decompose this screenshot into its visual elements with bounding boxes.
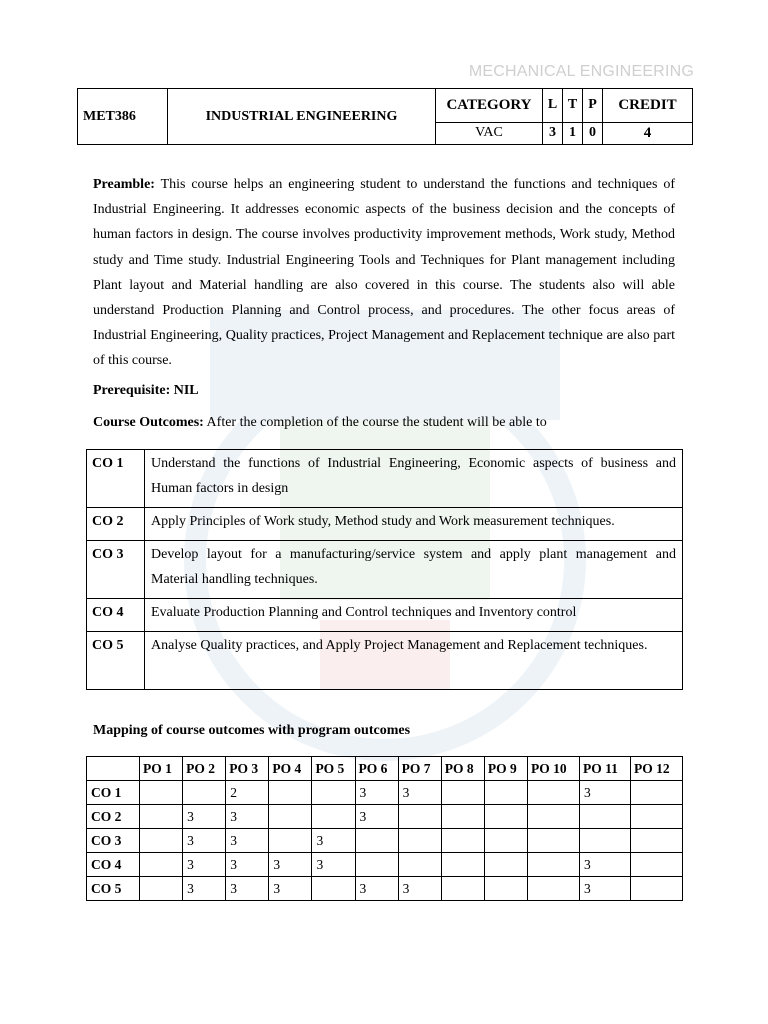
course-outcomes-intro — [93, 415, 675, 431]
l-value: 3 — [543, 122, 563, 144]
mapping-cell: 3 — [226, 853, 269, 877]
preamble-text: This course helps an engineering student to understand the functions and techniques of Industrial Engineering. It addresses economic aspects of the business decision and the concepts of human factors in design. The course involves productivity improvement methods, Work study, Method study and Time study. Industrial Engineering Tools and Techniques for Plant management including Plant layout and Material handling are also covered in this course. The students also will able understand Production Planning and Control process, and procedures. The other focus areas of Industrial Engineering, Quality practices, Project Management and Replacement technique are also part of this course. — [93, 177, 675, 369]
mapping-cell — [527, 877, 579, 901]
po-header: PO 1 — [140, 757, 183, 781]
p-value: 0 — [583, 122, 603, 144]
po-header: PO 11 — [579, 757, 630, 781]
mapping-cell: 3 — [183, 853, 226, 877]
mapping-cell — [398, 853, 441, 877]
mapping-co-label: CO 4 — [87, 853, 140, 877]
mapping-cell — [630, 805, 682, 829]
mapping-cell: 3 — [398, 877, 441, 901]
mapping-cell — [398, 805, 441, 829]
course-title: INDUSTRIAL ENGINEERING — [168, 89, 436, 145]
mapping-cell: 3 — [355, 805, 398, 829]
mapping-cell — [441, 805, 484, 829]
mapping-cell — [579, 829, 630, 853]
mapping-cell: 3 — [355, 877, 398, 901]
mapping-cell: 3 — [226, 829, 269, 853]
mapping-cell — [398, 829, 441, 853]
table-row — [87, 632, 683, 690]
course-outcomes-label: Course Outcomes: — [93, 415, 204, 430]
po-header: PO 7 — [398, 757, 441, 781]
department-header: MECHANICAL ENGINEERING — [468, 63, 694, 80]
mapping-cell — [312, 781, 355, 805]
mapping-cell: 3 — [183, 805, 226, 829]
mapping-cell: 3 — [226, 805, 269, 829]
po-header: PO 8 — [441, 757, 484, 781]
mapping-cell: 3 — [183, 829, 226, 853]
table-row — [87, 781, 683, 805]
mapping-cell — [441, 853, 484, 877]
mapping-cell — [140, 805, 183, 829]
mapping-cell: 2 — [226, 781, 269, 805]
mapping-cell — [630, 829, 682, 853]
table-row — [87, 450, 683, 508]
mapping-cell: 3 — [312, 853, 355, 877]
co-text: Understand the functions of Industrial Engineering, Economic aspects of business and Human factors in design — [145, 450, 683, 508]
mapping-cell — [579, 805, 630, 829]
co-text: Apply Principles of Work study, Method study and Work measurement techniques. — [145, 508, 683, 541]
table-row — [87, 541, 683, 599]
mapping-cell — [441, 781, 484, 805]
po-header: PO 5 — [312, 757, 355, 781]
mapping-cell — [269, 781, 312, 805]
table-row — [87, 599, 683, 632]
table-row — [87, 829, 683, 853]
mapping-cell: 3 — [355, 781, 398, 805]
mapping-co-label: CO 3 — [87, 829, 140, 853]
mapping-cell — [527, 829, 579, 853]
mapping-cell — [312, 877, 355, 901]
l-label: L — [543, 89, 563, 123]
mapping-cell: 3 — [269, 877, 312, 901]
mapping-co-label: CO 5 — [87, 877, 140, 901]
mapping-cell — [527, 853, 579, 877]
prerequisite-value: NIL — [170, 383, 199, 398]
co-text: Analyse Quality practices, and Apply Project Management and Replacement techniques. — [145, 632, 683, 690]
mapping-cell — [484, 781, 527, 805]
co-code: CO 3 — [87, 541, 145, 599]
mapping-cell — [484, 829, 527, 853]
co-code: CO 1 — [87, 450, 145, 508]
mapping-cell: 3 — [579, 853, 630, 877]
mapping-cell: 3 — [398, 781, 441, 805]
mapping-cell: 3 — [312, 829, 355, 853]
mapping-cell: 3 — [269, 853, 312, 877]
po-header: PO 6 — [355, 757, 398, 781]
mapping-co-label: CO 1 — [87, 781, 140, 805]
mapping-cell — [269, 805, 312, 829]
mapping-cell: 3 — [579, 877, 630, 901]
credit-value: 4 — [603, 122, 693, 144]
category-value: VAC — [436, 122, 543, 144]
mapping-cell — [355, 829, 398, 853]
mapping-cell — [527, 805, 579, 829]
mapping-cell: 3 — [183, 877, 226, 901]
table-row — [87, 508, 683, 541]
mapping-cell — [140, 781, 183, 805]
preamble-label: Preamble: — [93, 177, 155, 192]
mapping-cell — [484, 853, 527, 877]
mapping-cell — [269, 829, 312, 853]
mapping-cell — [484, 805, 527, 829]
course-header-table — [77, 88, 693, 145]
mapping-cell — [630, 781, 682, 805]
mapping-cell — [140, 829, 183, 853]
mapping-cell — [441, 829, 484, 853]
mapping-cell — [140, 877, 183, 901]
mapping-cell — [312, 805, 355, 829]
mapping-co-label: CO 2 — [87, 805, 140, 829]
prerequisite-label: Prerequisite: — [93, 383, 171, 398]
table-row — [87, 805, 683, 829]
table-row — [87, 877, 683, 901]
mapping-cell: 3 — [226, 877, 269, 901]
co-text: Develop layout for a manufacturing/service system and apply plant management and Material handling techniques. — [145, 541, 683, 599]
course-outcomes-table — [86, 449, 683, 690]
mapping-title: Mapping of course outcomes with program outcomes — [93, 723, 411, 738]
course-code: MET386 — [78, 89, 168, 145]
corner-cell — [87, 757, 140, 781]
mapping-table — [86, 756, 683, 901]
co-text: Evaluate Production Planning and Control techniques and Inventory control — [145, 599, 683, 632]
co-code: CO 4 — [87, 599, 145, 632]
credit-label: CREDIT — [603, 89, 693, 123]
mapping-cell — [140, 853, 183, 877]
table-row — [87, 853, 683, 877]
co-code: CO 2 — [87, 508, 145, 541]
prerequisite — [93, 383, 675, 399]
category-label: CATEGORY — [436, 89, 543, 123]
course-outcomes-intro-text: After the completion of the course the student will be able to — [203, 415, 547, 430]
po-header: PO 10 — [527, 757, 579, 781]
mapping-cell: 3 — [579, 781, 630, 805]
mapping-cell — [630, 853, 682, 877]
po-header: PO 4 — [269, 757, 312, 781]
po-header: PO 12 — [630, 757, 682, 781]
t-value: 1 — [563, 122, 583, 144]
mapping-cell — [527, 781, 579, 805]
co-code: CO 5 — [87, 632, 145, 690]
mapping-cell — [183, 781, 226, 805]
mapping-cell — [484, 877, 527, 901]
po-header: PO 9 — [484, 757, 527, 781]
mapping-cell — [630, 877, 682, 901]
p-label: P — [583, 89, 603, 123]
po-header: PO 2 — [183, 757, 226, 781]
t-label: T — [563, 89, 583, 123]
mapping-cell — [355, 853, 398, 877]
preamble — [93, 172, 675, 374]
mapping-cell — [441, 877, 484, 901]
po-header: PO 3 — [226, 757, 269, 781]
mapping-header-row — [87, 757, 683, 781]
